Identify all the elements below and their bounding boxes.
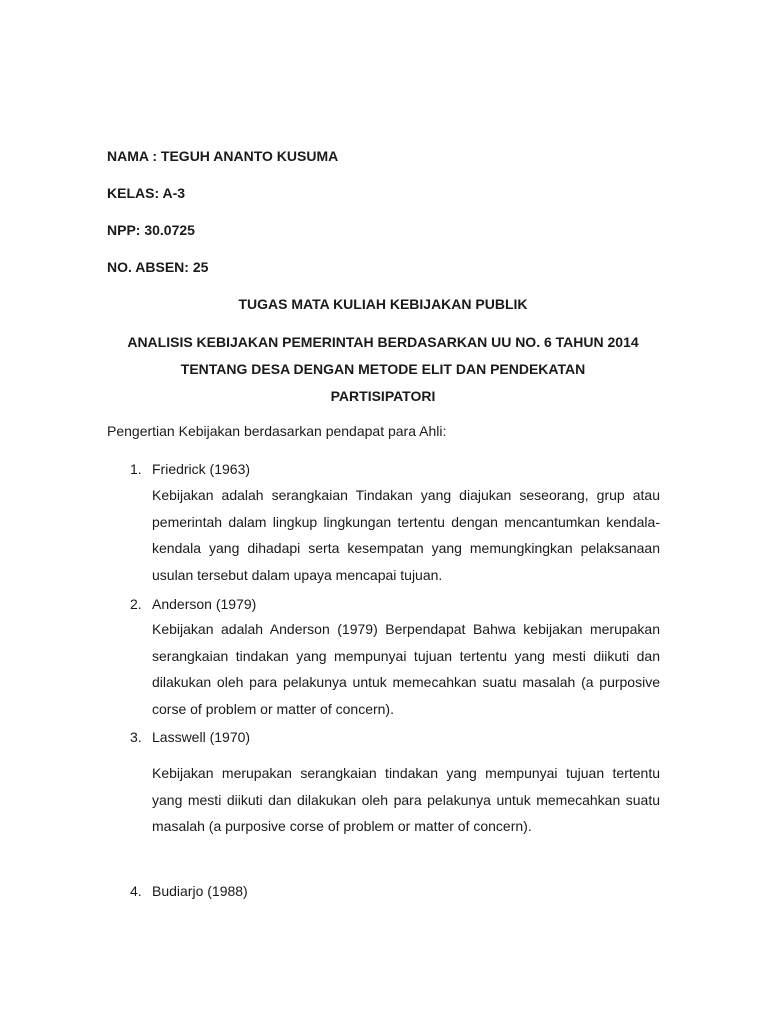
list-item-number: 2. [130, 596, 142, 612]
student-name: NAMA : TEGUH ANANTO KUSUMA [107, 148, 339, 164]
list-item-title: Lasswell (1970) [152, 729, 251, 745]
list-item-heading [130, 882, 248, 900]
list-item-number: 3. [130, 729, 142, 745]
list-item-paragraph: Kebijakan merupakan serangkaian tindakan yang mempunyai tujuan tertentu yang mesti diikuti dan dilakukan oleh para pelakunya untuk memecahkan suatu masalah (a purposive corse of problem or matter of concern). [152, 765, 660, 835]
intro-text: Pengertian Kebijakan berdasarkan pendapat para Ahli: [107, 423, 447, 439]
analysis-title-line-1: ANALISIS KEBIJAKAN PEMERINTAH BERDASARKAN UU NO. 6 TAHUN 2014 [127, 334, 639, 350]
analysis-title-line-2: TENTANG DESA DENGAN METODE ELIT DAN PENDEKATAN [180, 361, 586, 377]
list-item-number: 1. [130, 461, 142, 477]
list-item-paragraph: Kebijakan adalah serangkaian Tindakan yang diajukan seseorang, grup atau pemerintah dalam lingkup lingkungan tertentu dengan mencantumkan kendala-kendala yang dihadapi serta kesempatan yang memungkingkan pelaksanaan usulan tersebut dalam upaya mencapai tujuan. [152, 487, 660, 583]
student-npp: NPP: 30.0725 [107, 222, 195, 238]
student-class: KELAS: A-3 [107, 185, 186, 201]
student-absen: NO. ABSEN: 25 [107, 259, 209, 275]
list-item-title: Budiarjo (1988) [152, 883, 248, 899]
list-item-title: Friedrick (1963) [152, 461, 251, 477]
list-item-title: Anderson (1979) [152, 596, 257, 612]
list-item-heading [130, 460, 250, 478]
list-item-number: 4. [130, 883, 142, 899]
list-item-heading [130, 728, 250, 746]
list-item-heading [130, 595, 256, 613]
analysis-title-line-3: PARTISIPATORI [330, 388, 436, 404]
assignment-title: TUGAS MATA KULIAH KEBIJAKAN PUBLIK [238, 296, 528, 312]
list-item-paragraph: Kebijakan adalah Anderson (1979) Berpendapat Bahwa kebijakan merupakan serangkaian tindakan yang mempunyai tujuan tertentu yang mesti diikuti dan dilakukan oleh para pelakunya untuk memecahkan suatu masalah (a purposive corse of problem or matter of concern). [152, 621, 660, 717]
